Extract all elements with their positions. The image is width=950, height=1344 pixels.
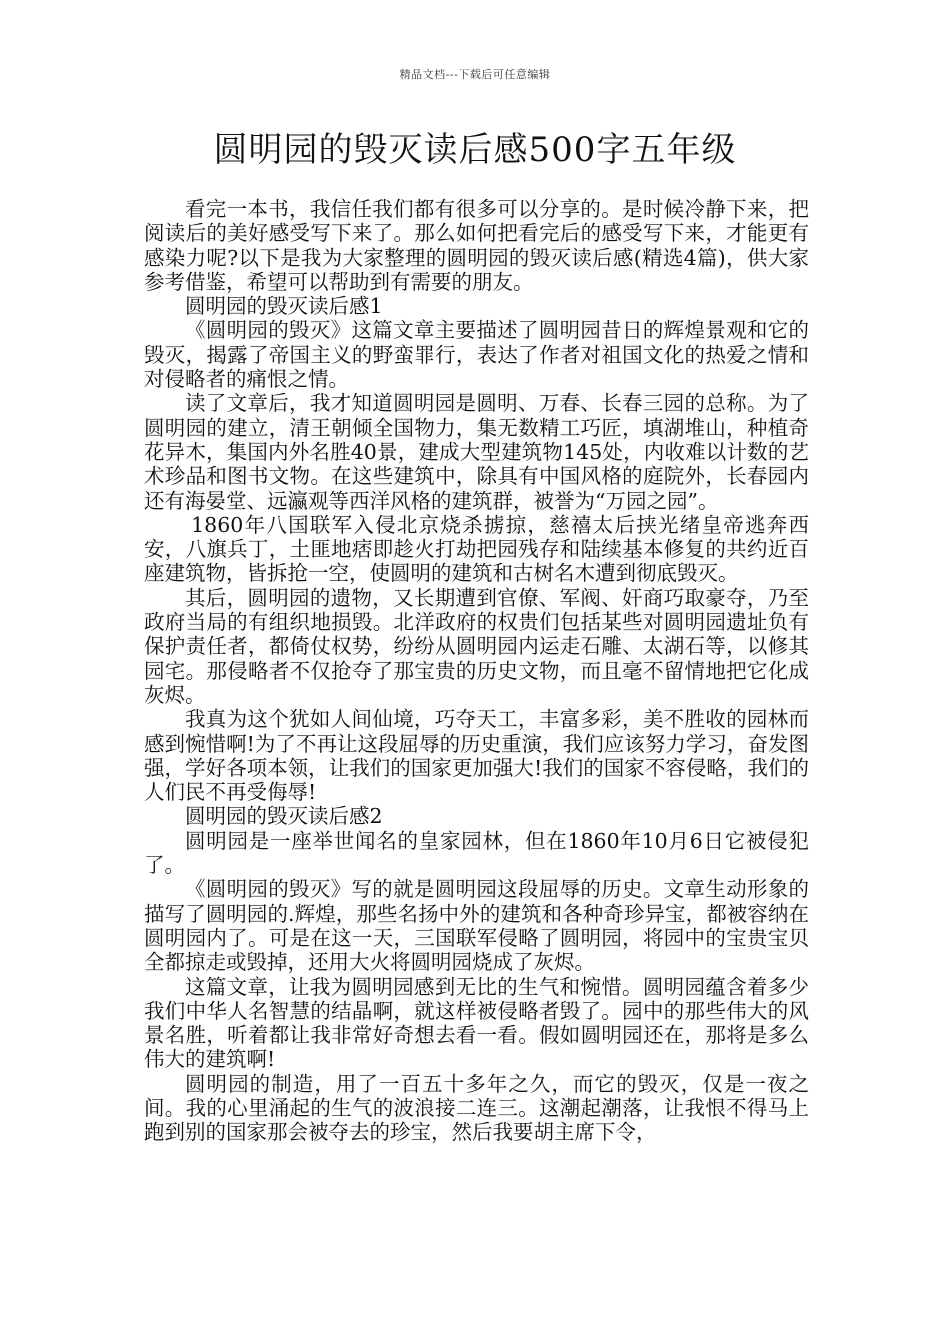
paragraph: 我真为这个犹如人间仙境，巧夺天工，丰富多彩，美不胜收的园林而感到惋惜啊!为了不再让这段屈辱的历史重演，我们应该努力学习，奋发图强，学好各项本领，让我们的国家更加强大!我们的国家不容侵略，我们的人们民不再受侮辱! [144, 707, 809, 805]
section-heading: 圆明园的毁灭读后感1 [185, 294, 383, 319]
section-heading: 圆明园的毁灭读后感2 [185, 804, 383, 829]
paragraph: 看完一本书，我信任我们都有很多可以分享的。是时候冷静下来，把阅读后的美好感受写下来了。那么如何把看完后的感受写下来，才能更有感染力呢?以下是我为大家整理的圆明园的毁灭读后感(精选4篇)，供大家参考借鉴，希望可以帮助到有需要的朋友。 [144, 197, 809, 294]
paragraph: 其后，圆明园的遗物，又长期遭到官僚、军阀、奸商巧取豪夺，乃至政府当局的有组织地损毁。北洋政府的权贵们包括某些对圆明园遗址负有保护责任者，都倚仗权势，纷纷从圆明园内运走石雕、太湖石等，以修其园宅。那侵略者不仅抢夺了那宝贵的历史文物，而且毫不留情地把它化成灰烬。 [144, 585, 809, 707]
paragraph: 1860年八国联军入侵北京烧杀掳掠，慈禧太后挟光绪皇帝逃奔西安，八旗兵丁，土匪地痞即趁火打劫把园残存和陆续基本修复的共约近百座建筑物，皆拆抢一空，使圆明的建筑和古树名木遭到彻底毁灭。 [144, 512, 809, 586]
paragraph: 《圆明园的毁灭》写的就是圆明园这段屈辱的历史。文章生动形象的描写了圆明园的.辉煌，那些名扬中外的建筑和各种奇珍异宝，都被容纳在圆明园内了。可是在这一天，三国联军侵略了圆明园，将园中的宝贵宝贝全都掠走或毁掉，还用大火将圆明园烧成了灰烬。 [144, 877, 809, 975]
document-title: 圆明园的毁灭读后感500字五年级 [213, 130, 737, 170]
paragraph: 圆明园是一座举世闻名的皇家园林，但在1860年10月6日它被侵犯了。 [144, 828, 809, 878]
paragraph: 《圆明园的毁灭》这篇文章主要描述了圆明园昔日的辉煌景观和它的毁灭，揭露了帝国主义的野蛮罪行，表达了作者对祖国文化的热爱之情和对侵略者的痛恨之情。 [144, 318, 809, 392]
paragraph: 读了文章后，我才知道圆明园是圆明、万春、长春三园的总称。为了圆明园的建立，清王朝倾全国物力，集无数精工巧匠，填湖堆山，种植奇花异木，集国内外名胜40景，建成大型建筑物145处，内收难以计数的艺术珍品和图书文物。在这些建筑中，除具有中国风格的庭院外，长春园内还有海晏堂、远瀛观等西洋风格的建筑群，被誉为“万园之园”。 [144, 391, 809, 513]
document-body [144, 197, 809, 1145]
page-header-note: 精品文档---下载后可任意编辑 [399, 68, 551, 81]
paragraph: 圆明园的制造，用了一百五十多年之久，而它的毁灭，仅是一夜之间。我的心里涌起的生气的波浪接二连三。这潮起潮落，让我恨不得马上跑到别的国家那会被夺去的珍宝，然后我要胡主席下令， [144, 1071, 809, 1145]
paragraph: 这篇文章，让我为圆明园感到无比的生气和惋惜。圆明园蕴含着多少我们中华人名智慧的结晶啊，就这样被侵略者毁了。园中的那些伟大的风景名胜，听着都让我非常好奇想去看一看。假如圆明园还在，那将是多么伟大的建筑啊! [144, 974, 809, 1072]
